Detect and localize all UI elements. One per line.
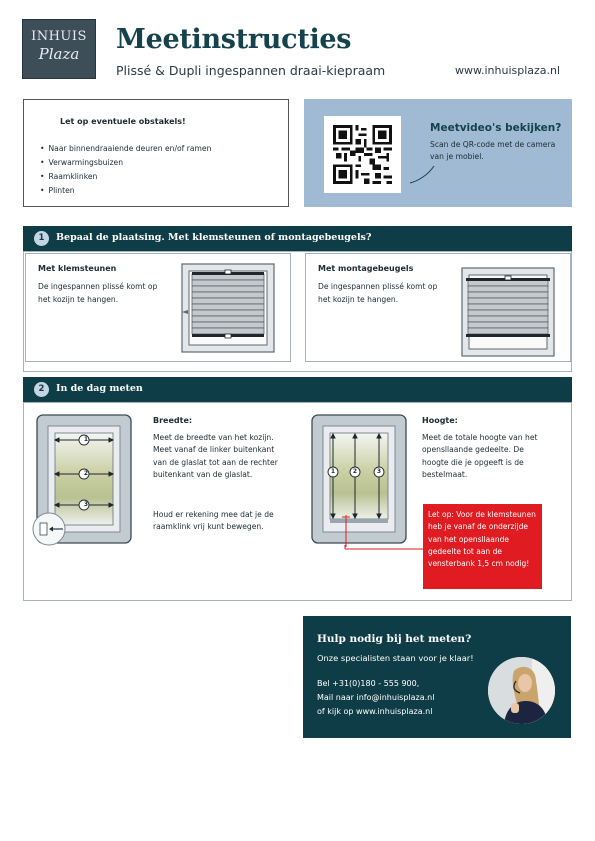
- logo-text-plaza: Plaza: [38, 45, 80, 63]
- pointer-arrow-icon: [408, 163, 436, 185]
- help-mail[interactable]: Mail naar info@inhuisplaza.nl: [317, 693, 435, 702]
- list-item: • Plinten: [40, 184, 211, 198]
- width-marker-1: 1: [83, 436, 89, 443]
- logo-text-inhuis: INHUIS: [31, 29, 87, 44]
- card-montagebeugels: [305, 253, 571, 362]
- warning-box: Let op: Voor de klemsteunen heb je vanaf de onderzijde van het opensllaande gedeelte tot aan de vensterbank 1,5 cm nodig!: [423, 504, 542, 589]
- obstacles-list: [40, 142, 211, 198]
- list-item: • Raamklinken: [40, 170, 211, 184]
- step1-bar: [23, 226, 572, 251]
- card-montagebeugels-text: De ingespannen plissé komt op het kozijn te hangen.: [318, 282, 438, 304]
- obstacles-heading: Let op eventuele obstakels!: [60, 117, 186, 126]
- width-note: Houd er rekening mee dat je de raamklink vrij kunt bewegen.: [153, 510, 274, 532]
- list-item: • Naar binnendraaiende deuren en/of ramen: [40, 142, 211, 156]
- step1-title: Bepaal de plaatsing. Met klemsteunen of montagebeugels?: [56, 232, 372, 243]
- height-marker-2: 2: [352, 468, 358, 475]
- qr-code-icon: [333, 125, 392, 184]
- video-box: [304, 99, 572, 207]
- specialist-avatar: [488, 657, 555, 724]
- height-measure-illustration: [309, 413, 409, 547]
- width-measure-illustration: [32, 413, 134, 547]
- height-text: Meet de totale hoogte van het opensllaande gedeelte. De hoogte die je opgeeft is de bestelmaat.: [422, 433, 538, 479]
- width-heading: Breedte:: [153, 416, 193, 425]
- obstacles-box: [23, 99, 289, 207]
- help-phone[interactable]: Bel +31(0)180 - 555 900,: [317, 679, 420, 688]
- window-montagebeugels-illustration: [460, 266, 556, 358]
- step2-number: 2: [34, 382, 49, 397]
- width-text: Meet de breedte van het kozijn. Meet vanaf de linker buitenkant van de glaslat tot aan de rechter buitenkant van de glaslat.: [153, 433, 278, 479]
- qr-code[interactable]: [324, 116, 401, 193]
- step2-title: In de dag meten: [56, 383, 143, 394]
- card-montagebeugels-heading: Met montagebeugels: [318, 264, 414, 273]
- page-subtitle: Plissé & Dupli ingespannen draai-kiepraam: [116, 63, 386, 78]
- warning-connector-line: [344, 545, 426, 551]
- specialist-photo-icon: [488, 657, 555, 724]
- card-klemsteunen-heading: Met klemsteunen: [38, 264, 117, 273]
- help-box: [303, 616, 571, 738]
- video-text: Scan de QR-code met de camera van je mobiel.: [430, 140, 556, 161]
- help-subheading: Onze specialisten staan voor je klaar!: [317, 653, 474, 663]
- step1-number: 1: [34, 231, 49, 246]
- help-web[interactable]: of kijk op www.inhuisplaza.nl: [317, 707, 433, 716]
- step2-bar: [23, 377, 572, 402]
- list-item: • Verwarmingsbuizen: [40, 156, 211, 170]
- window-klemsteunen-illustration: [180, 262, 276, 354]
- height-marker-3: 3: [376, 468, 382, 475]
- width-marker-2: 2: [83, 470, 89, 477]
- card-klemsteunen: [25, 253, 291, 362]
- inhuisplaza-logo: [22, 19, 96, 79]
- help-heading: Hulp nodig bij het meten?: [317, 633, 472, 645]
- width-marker-3: 3: [83, 501, 89, 508]
- website-link[interactable]: www.inhuisplaza.nl: [455, 64, 561, 77]
- page-title: Meetinstructies: [116, 24, 352, 55]
- height-heading: Hoogte:: [422, 416, 458, 425]
- height-marker-1: 1: [330, 468, 336, 475]
- card-klemsteunen-text: De ingespannen plissé komt op het kozijn te hangen.: [38, 282, 158, 304]
- video-heading: Meetvideo's bekijken?: [430, 122, 562, 134]
